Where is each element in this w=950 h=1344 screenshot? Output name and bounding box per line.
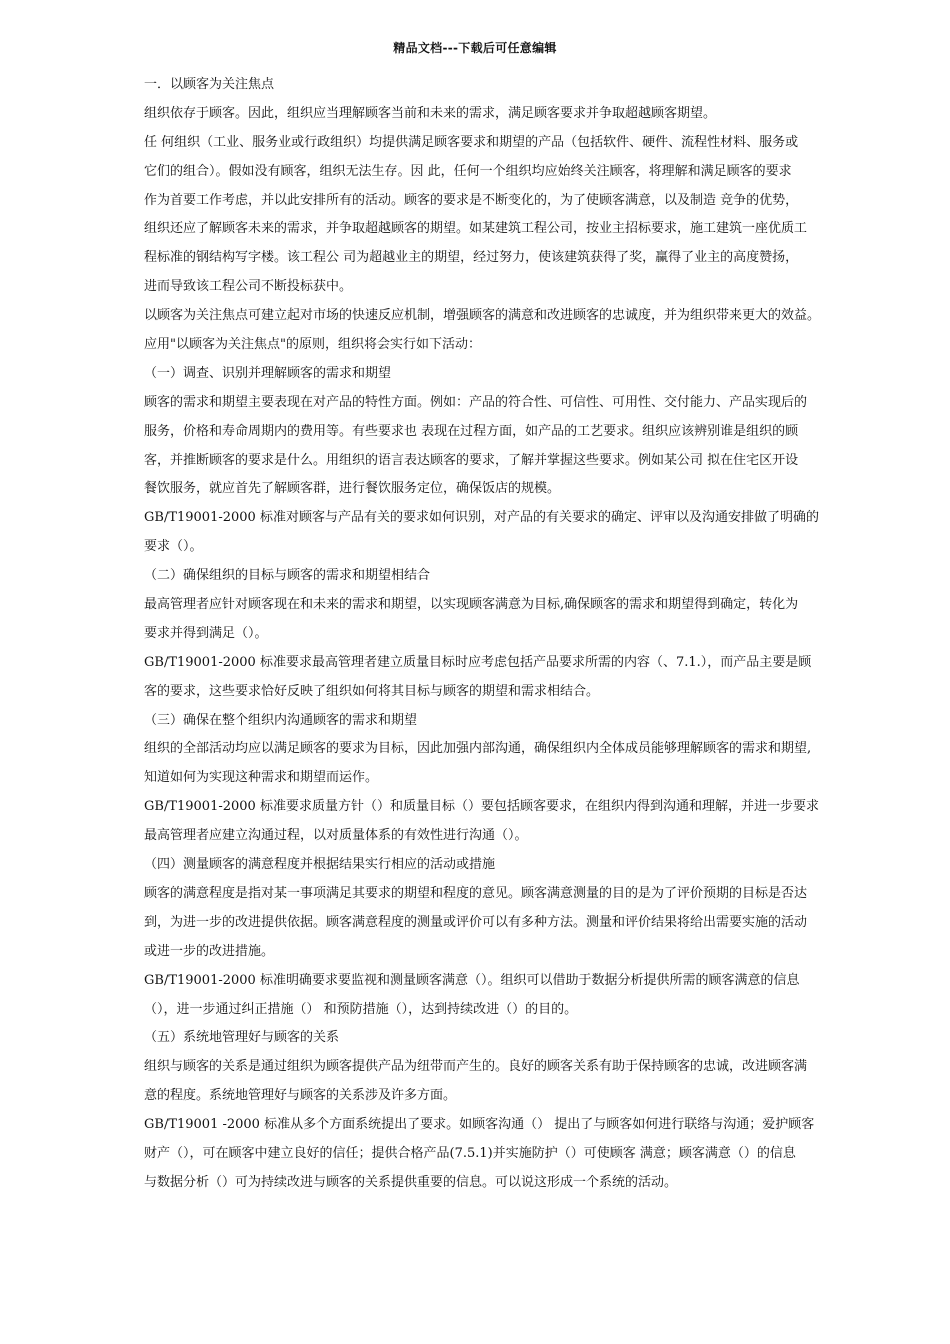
- body-line: 要求并得到满足（）。: [144, 625, 268, 641]
- body-line: 与数据分析（）可为持续改进与顾客的关系提供重要的信息。可以说这形成一个系统的活动。: [144, 1174, 678, 1190]
- body-line: GB/T19001 -2000 标准从多个方面系统提出了要求。如顾客沟通（） 提出了与顾客如何进行联络与沟通；爱护顾客: [144, 1117, 815, 1133]
- body-line: 要求（）。: [144, 539, 203, 555]
- subsection-heading: （一）调查、识别并理解顾客的需求和期望: [144, 365, 392, 381]
- body-line: 组织依存于顾客。因此，组织应当理解顾客当前和未来的需求，满足顾客要求并争取超越顾客期望。: [144, 105, 717, 121]
- body-line: 程标准的钢结构写字楼。该工程公 司为超越业主的期望，经过努力，使该建筑获得了奖，赢得了业主的高度赞扬，: [144, 250, 799, 266]
- body-line: 意的程度。系统地管理好与顾客的关系涉及许多方面。: [144, 1088, 457, 1104]
- body-line: GB/T19001-2000 标准明确要求要监视和测量顾客满意（）。组织可以借助于数据分析提供所需的顾客满意的信息: [144, 972, 800, 988]
- subsection-heading: （三）确保在整个组织内沟通顾客的需求和期望: [144, 712, 418, 728]
- body-line: 任 何组织（工业、服务业或行政组织）均提供满足顾客要求和期望的产品（包括软件、硬件、流程性材料、服务或: [144, 134, 799, 150]
- subsection-heading: （二）确保组织的目标与顾客的需求和期望相结合: [144, 568, 431, 584]
- body-line: 或进一步的改进措施。: [144, 943, 275, 959]
- body-line: 餐饮服务，就应首先了解顾客群，进行餐饮服务定位，确保饭店的规模。: [144, 481, 561, 497]
- body-line: 顾客的需求和期望主要表现在对产品的特性方面。例如：产品的符合性、可信性、可用性、交付能力、产品实现后的: [144, 394, 808, 410]
- document-body: [144, 71, 896, 1198]
- body-line: 到，为进一步的改进提供依据。顾客满意程度的测量或评价可以有多种方法。测量和评价结果将给出需要实施的活动: [144, 914, 808, 930]
- body-line: 客的要求，这些要求恰好反映了组织如何将其目标与顾客的期望和需求相结合。: [144, 683, 600, 699]
- body-line: 进而导致该工程公司不断投标获中。: [144, 279, 353, 295]
- body-line: 应用"以顾客为关注焦点"的原则，组织将会实行如下活动：: [144, 337, 481, 353]
- body-line: 组织的全部活动均应以满足顾客的要求为目标，因此加强内部沟通，确保组织内全体成员能够理解顾客的需求和期望,: [144, 741, 812, 757]
- subsection-heading: （四）测量顾客的满意程度并根据结果实行相应的活动或措施: [144, 857, 496, 873]
- body-line: 客，并推断顾客的要求是什么。用组织的语言表达顾客的要求，了解并掌握这些要求。例如某公司 拟在住宅区开设: [144, 452, 799, 468]
- body-line: 财产（），可在顾客中建立良好的信任；提供合格产品(7.5.1)并实施防护（）可使顾客 满意；顾客满意（）的信息: [144, 1145, 796, 1161]
- body-line: 顾客的满意程度是指对某一事项满足其要求的期望和程度的意见。顾客满意测量的目的是为了评价预期的目标是否达: [144, 885, 808, 901]
- body-line: 作为首要工作考虑，并以此安排所有的活动。顾客的要求是不断变化的，为了使顾客满意，以及制造 竞争的优势，: [144, 192, 799, 208]
- body-line: 最高管理者应建立沟通过程，以对质量体系的有效性进行沟通（）。: [144, 828, 528, 844]
- body-line: 最高管理者应针对顾客现在和未来的需求和期望，以实现顾客满意为目标,确保顾客的需求和期望得到确定，转化为: [144, 597, 799, 613]
- body-line: 服务，价格和寿命周期内的费用等。有些要求也 表现在过程方面，如产品的工艺要求。组织应该辨别谁是组织的顾: [144, 423, 799, 439]
- body-line: 知道如何为实现这种需求和期望而运作。: [144, 770, 379, 786]
- section-heading: 一．以顾客为关注焦点: [144, 77, 275, 92]
- body-line: 以顾客为关注焦点可建立起对市场的快速反应机制，增强顾客的满意和改进顾客的忠诚度，并为组织带来更大的效益。: [144, 308, 821, 324]
- body-line: （），进一步通过纠正措施（） 和预防措施（），达到持续改进（）的目的。: [144, 1001, 578, 1017]
- subsection-heading: （五）系统地管理好与顾客的关系: [144, 1030, 340, 1046]
- page-header: 精品文档---下载后可任意编辑: [393, 41, 557, 55]
- body-line: GB/T19001-2000 标准要求最高管理者建立质量目标时应考虑包括产品要求所需的内容（、7.1.），而产品主要是顾: [144, 654, 812, 670]
- body-line: 组织与顾客的关系是通过组织为顾客提供产品为纽带而产生的。良好的顾客关系有助于保持顾客的忠诚，改进顾客满: [144, 1059, 808, 1075]
- body-line: 组织还应了解顾客未来的需求，并争取超越顾客的期望。如某建筑工程公司，按业主招标要求，施工建筑一座优质工: [144, 221, 808, 237]
- body-line: GB/T19001-2000 标准要求质量方针（）和质量目标（）要包括顾客要求，在组织内得到沟通和理解，并进一步要求: [144, 799, 819, 815]
- body-line: 它们的组合）。假如没有顾客，组织无法生存。因 此，任何一个组织均应始终关注顾客，将理解和满足顾客的要求: [144, 163, 792, 179]
- body-line: GB/T19001-2000 标准对顾客与产品有关的要求如何识别，对产品的有关要求的确定、评审以及沟通安排做了明确的: [144, 510, 819, 526]
